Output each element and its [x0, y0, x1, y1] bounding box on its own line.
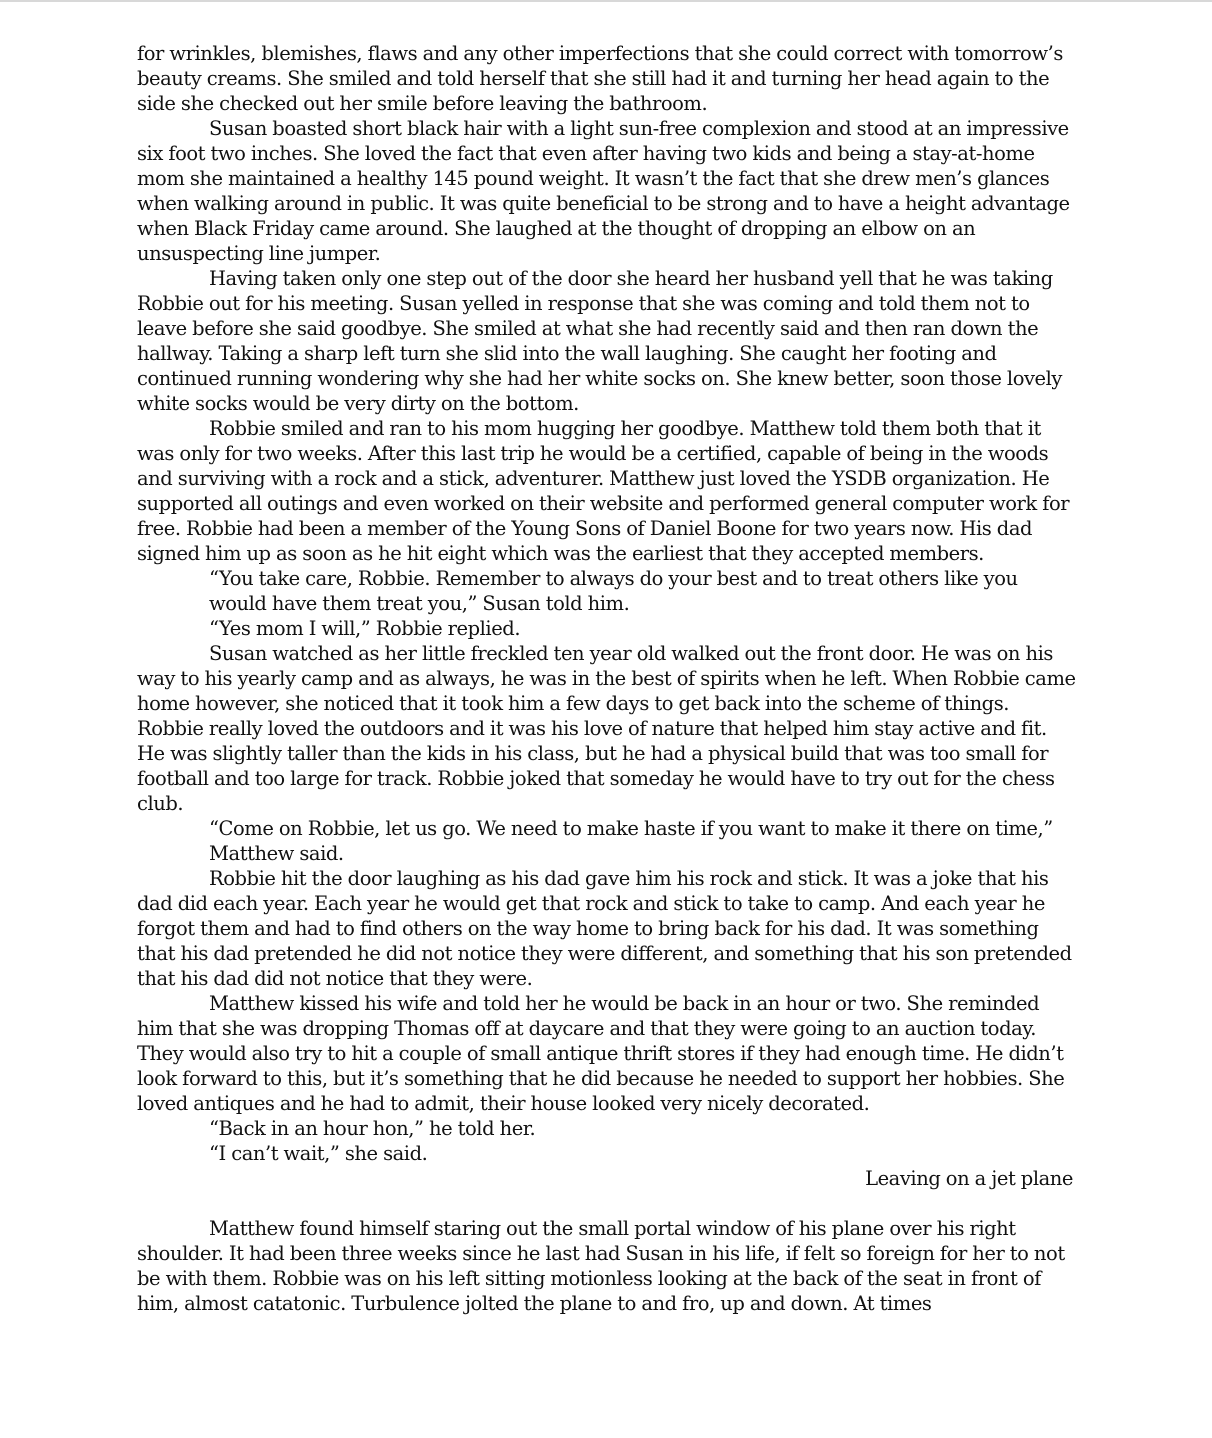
paragraph-rock-and-stick: Robbie hit the door laughing as his dad gave him his rock and stick. It was a joke that his dad did each year. Each year he would get that rock and stick to take to camp. And each year he forgot them and had to find others on the way home to bring back for his dad. It was something that his dad pretended he did not notice they were different, and something that his son pretended that his dad did not notice that they were. — [137, 867, 1072, 990]
paragraph-robbie-goodbye: Robbie smiled and ran to his mom hugging her goodbye. Matthew told them both that it was only for two weeks. After this last trip he would be a certified, capable of being in the woods and surviving with a rock and a stick, adventurer. Matthew just loved the YSDB organization. He supported all outings and even worked on their website and performed general computer work for free. Robbie had been a member of the Young Sons of Daniel Boone for two years now. His dad signed him up as soon as he hit eight which was the earliest that they accepted members. — [137, 417, 1070, 565]
page-top-edge — [0, 0, 1212, 2]
dialogue-matthew: “Come on Robbie, let us go. We need to make haste if you want to make it there on time,” Matthew said. — [209, 817, 1053, 865]
section-heading: Leaving on a jet plane — [865, 1167, 1073, 1190]
dialogue-back-in-an-hour: “Back in an hour hon,” he told her. — [209, 1117, 536, 1140]
dialogue-robbie: “Yes mom I will,” Robbie replied. — [209, 617, 521, 640]
paragraph-robbie-leaves: Susan watched as her little freckled ten year old walked out the front door. He was on his way to his yearly camp and as always, he was in the best of spirits when he left. When Robbie came home however, she noticed that it took him a few days to get back into the scheme of things. Robbie really loved the outdoors and it was his love of nature that helped him stay active and fit. He was slightly taller than the kids in his class, but he had a physical build that was too small for football and too large for track. Robbie joked that someday he would have to try out for the chess club. — [137, 642, 1076, 815]
paragraph-hallway: Having taken only one step out of the door she heard her husband yell that he was taking Robbie out for his meeting. Susan yelled in response that she was coming and told them not to leave before she said goodbye. She smiled at what she had recently said and then ran down the hallway. Taking a sharp left turn she slid into the wall laughing. She caught her footing and continued running wondering why she had her white socks on. She knew better, soon those lovely white socks would be very dirty on the bottom. — [137, 267, 1063, 415]
dialogue-cant-wait: “I can’t wait,” she said. — [209, 1142, 428, 1165]
dialogue-susan: “You take care, Robbie. Remember to always do your best and to treat others like you would have them treat you,” Susan told him. — [209, 567, 1018, 615]
blank-line — [137, 1191, 1077, 1216]
paragraph-auction: Matthew kissed his wife and told her he would be back in an hour or two. She reminded him that she was dropping Thomas off at daycare and that they were going to an auction today. They would also try to hit a couple of small antique thrift stores if they had enough time. He didn’t look forward to this, but it’s something that he did because he needed to support her hobbies. She loved antiques and he had to admit, their house looked very nicely decorated. — [137, 992, 1065, 1115]
paragraph-continued: for wrinkles, blemishes, flaws and any other imperfections that she could correct with tomorrow’s beauty creams. She smiled and told herself that she still had it and turning her head again to the side she checked out her smile before leaving the bathroom. — [137, 42, 1063, 115]
paragraph-susan-description: Susan boasted short black hair with a light sun-free complexion and stood at an impressive six foot two inches. She loved the fact that even after having two kids and being a stay-at-home mom she maintained a healthy 145 pound weight. It wasn’t the fact that she drew men’s glances when walking around in public. It was quite beneficial to be strong and to have a height advantage when Black Friday came around. She laughed at the thought of dropping an elbow on an unsuspecting line jumper. — [137, 117, 1070, 265]
document-page-body — [137, 41, 1077, 1316]
paragraph-plane: Matthew found himself staring out the small portal window of his plane over his right shoulder. It had been three weeks since he last had Susan in his life, if felt so foreign for her to not be with them. Robbie was on his left sitting motionless looking at the back of the seat in front of him, almost catatonic. Turbulence jolted the plane to and fro, up and down. At times — [137, 1217, 1065, 1315]
